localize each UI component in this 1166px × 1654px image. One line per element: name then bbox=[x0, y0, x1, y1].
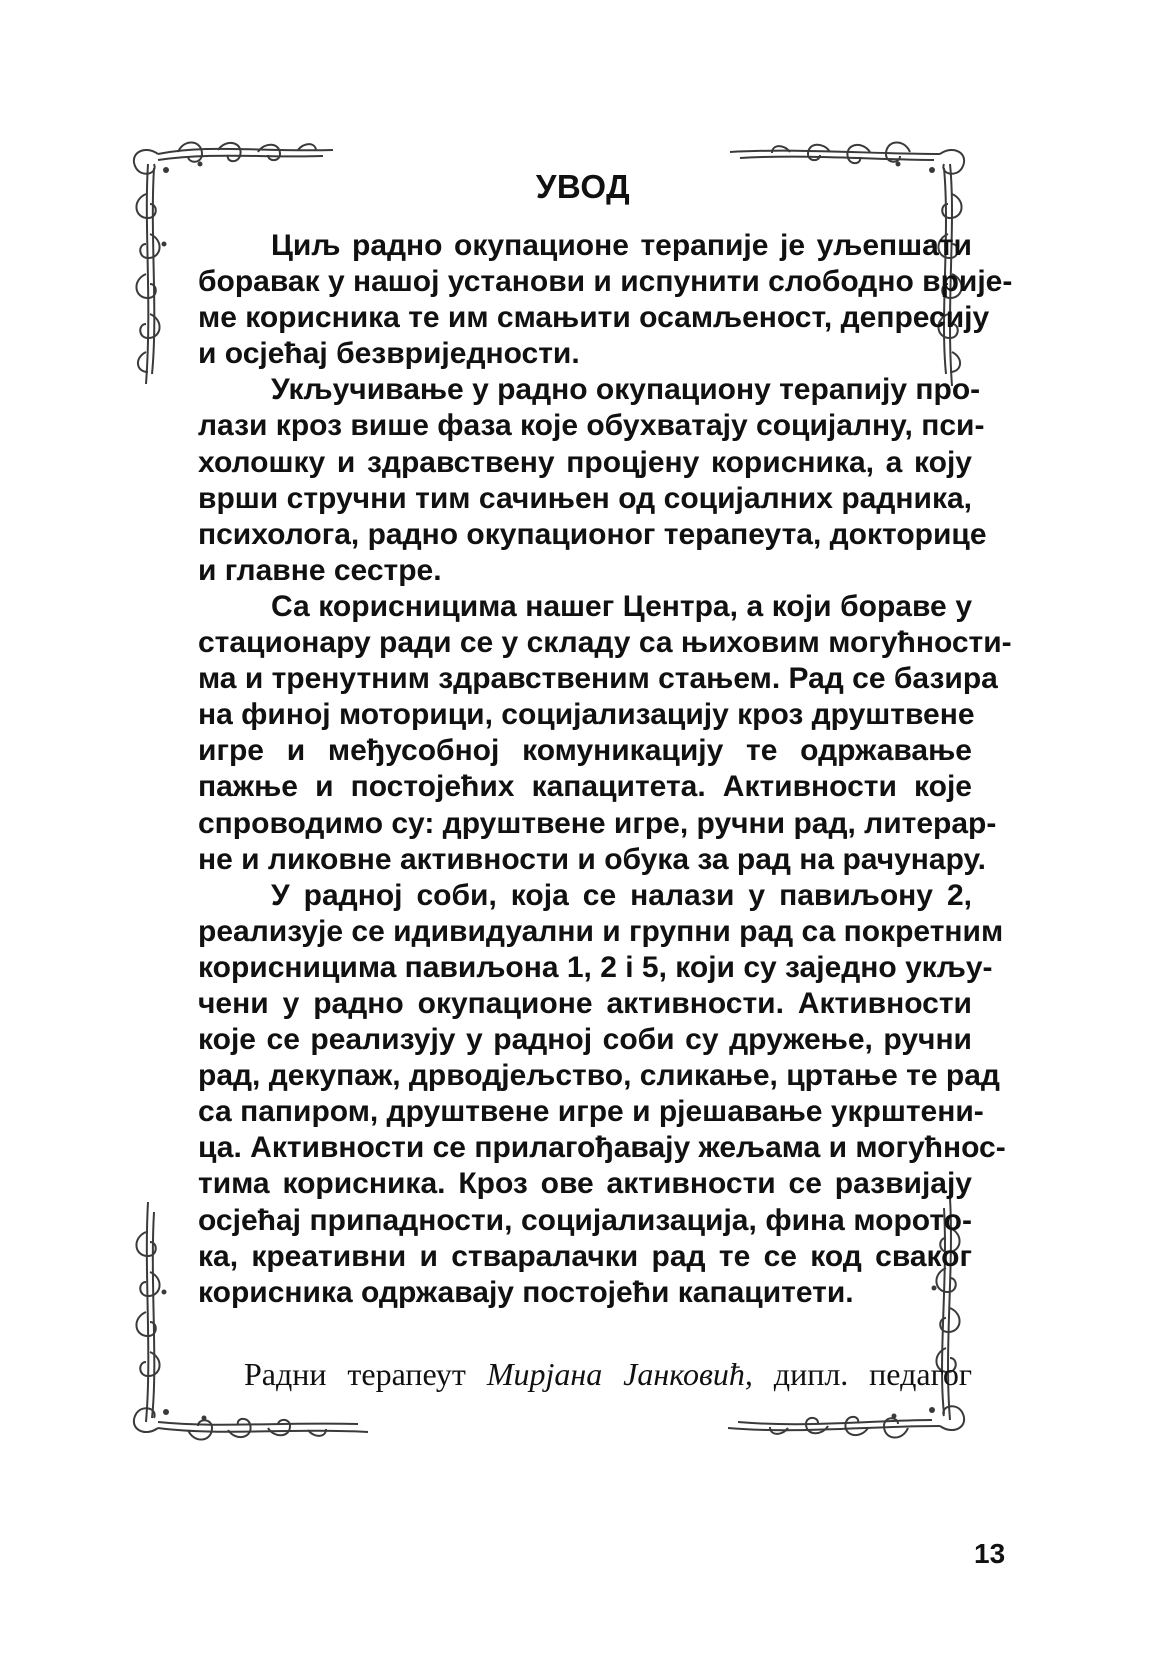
paragraph-4-line-9: тима корисника. Кроз ове активности се развијају bbox=[198, 1167, 972, 1201]
signature-line bbox=[244, 1356, 972, 1393]
paragraph-4-line-1: У радној соби, која се налази у павиљону 2, bbox=[271, 878, 972, 912]
paragraph-3-line-6: пажње и постојећих капацитета. Активности које bbox=[198, 770, 972, 804]
signature-name: Мирјана Јанковић, bbox=[486, 1356, 753, 1392]
paragraph-2-line-6: и главне сестре. bbox=[198, 553, 442, 587]
paragraph-4-line-3: корисницима павиљона 1, 2 і 5, који су заједно укљу- bbox=[198, 950, 993, 984]
paragraph-4-line-2: реализује се идивидуални и групни рад са покретним bbox=[198, 914, 1004, 948]
paragraph-1-line-1: Циљ радно окупационе терапије је уљепшати bbox=[271, 229, 972, 262]
paragraph-4-line-5: које се реализују у радној соби су дружење, ручни bbox=[198, 1023, 972, 1057]
page-title: УВОД bbox=[535, 168, 631, 205]
page-number: 13 bbox=[974, 1538, 1006, 1569]
paragraph-4-line-8: ца. Активности се прилагођавају жељама и могућнос- bbox=[198, 1131, 1006, 1165]
paragraph-2-line-4: врши стручни тим сачињен од социјалних радника, bbox=[198, 481, 972, 515]
paragraph-4-line-11: ка, креативни и стваралачки рад те се код сваког bbox=[198, 1239, 972, 1273]
paragraph-3-line-1: Са корисницима нашег Центра, а који бораве у bbox=[271, 589, 972, 623]
paragraph-3-line-3: ма и тренутним здравственим стањем. Рад се базира bbox=[198, 662, 998, 696]
paragraph-3-line-7: спроводимо су: друштвене игре, ручни рад, литерар- bbox=[198, 806, 997, 840]
paragraph-3-line-5: игре и међусобној комуникацију те одржавање bbox=[198, 734, 972, 768]
signature-title: дипл. педагог bbox=[773, 1356, 973, 1392]
paragraph-1-line-3: ме корисника те им смањити осамљеност, депресију bbox=[198, 301, 990, 335]
paragraph-1-line-2: боравак у нашој установи и испунити слободно врије- bbox=[198, 265, 1013, 299]
paragraph-1-line-4: и осјећај безвриједности. bbox=[198, 337, 580, 371]
paragraph-3-line-8: не и ликовне активности и обука за рад на рачунару. bbox=[198, 842, 986, 876]
signature-role: Радни терапеут bbox=[244, 1356, 466, 1392]
paragraph-2-line-1: Укључивање у радно окупациону терапију про- bbox=[271, 373, 981, 407]
paragraph-3-line-2: стационару ради се у складу са њиховим могућности- bbox=[198, 626, 1012, 660]
paragraph-4-line-4: чени у радно окупационе активности. Активности bbox=[198, 986, 972, 1020]
paragraph-2-line-3: холошку и здравствену процјену корисника, а коју bbox=[198, 445, 972, 479]
body-text bbox=[198, 228, 1013, 1311]
paragraph-4-line-6: рад, декупаж, дрводјељство, сликање, цртање те рад bbox=[198, 1059, 1000, 1093]
paragraph-4-line-7: са папиром, друштвене игре и рјешавање укрштени- bbox=[198, 1095, 984, 1129]
paragraph-4-line-12: корисника одржавају постојећи капацитети. bbox=[198, 1275, 854, 1309]
paragraph-2-line-5: психолога, радно окупационог терапеута, докторице bbox=[198, 517, 987, 551]
paragraph-3-line-4: на финој моторици, социјализацију кроз друштвене bbox=[198, 698, 975, 732]
paragraph-4-line-10: осјећај припадности, социјализација, фина морото- bbox=[198, 1203, 972, 1237]
paragraph-2-line-2: лази кроз више фаза које обухватају социјалну, пси- bbox=[198, 409, 985, 443]
